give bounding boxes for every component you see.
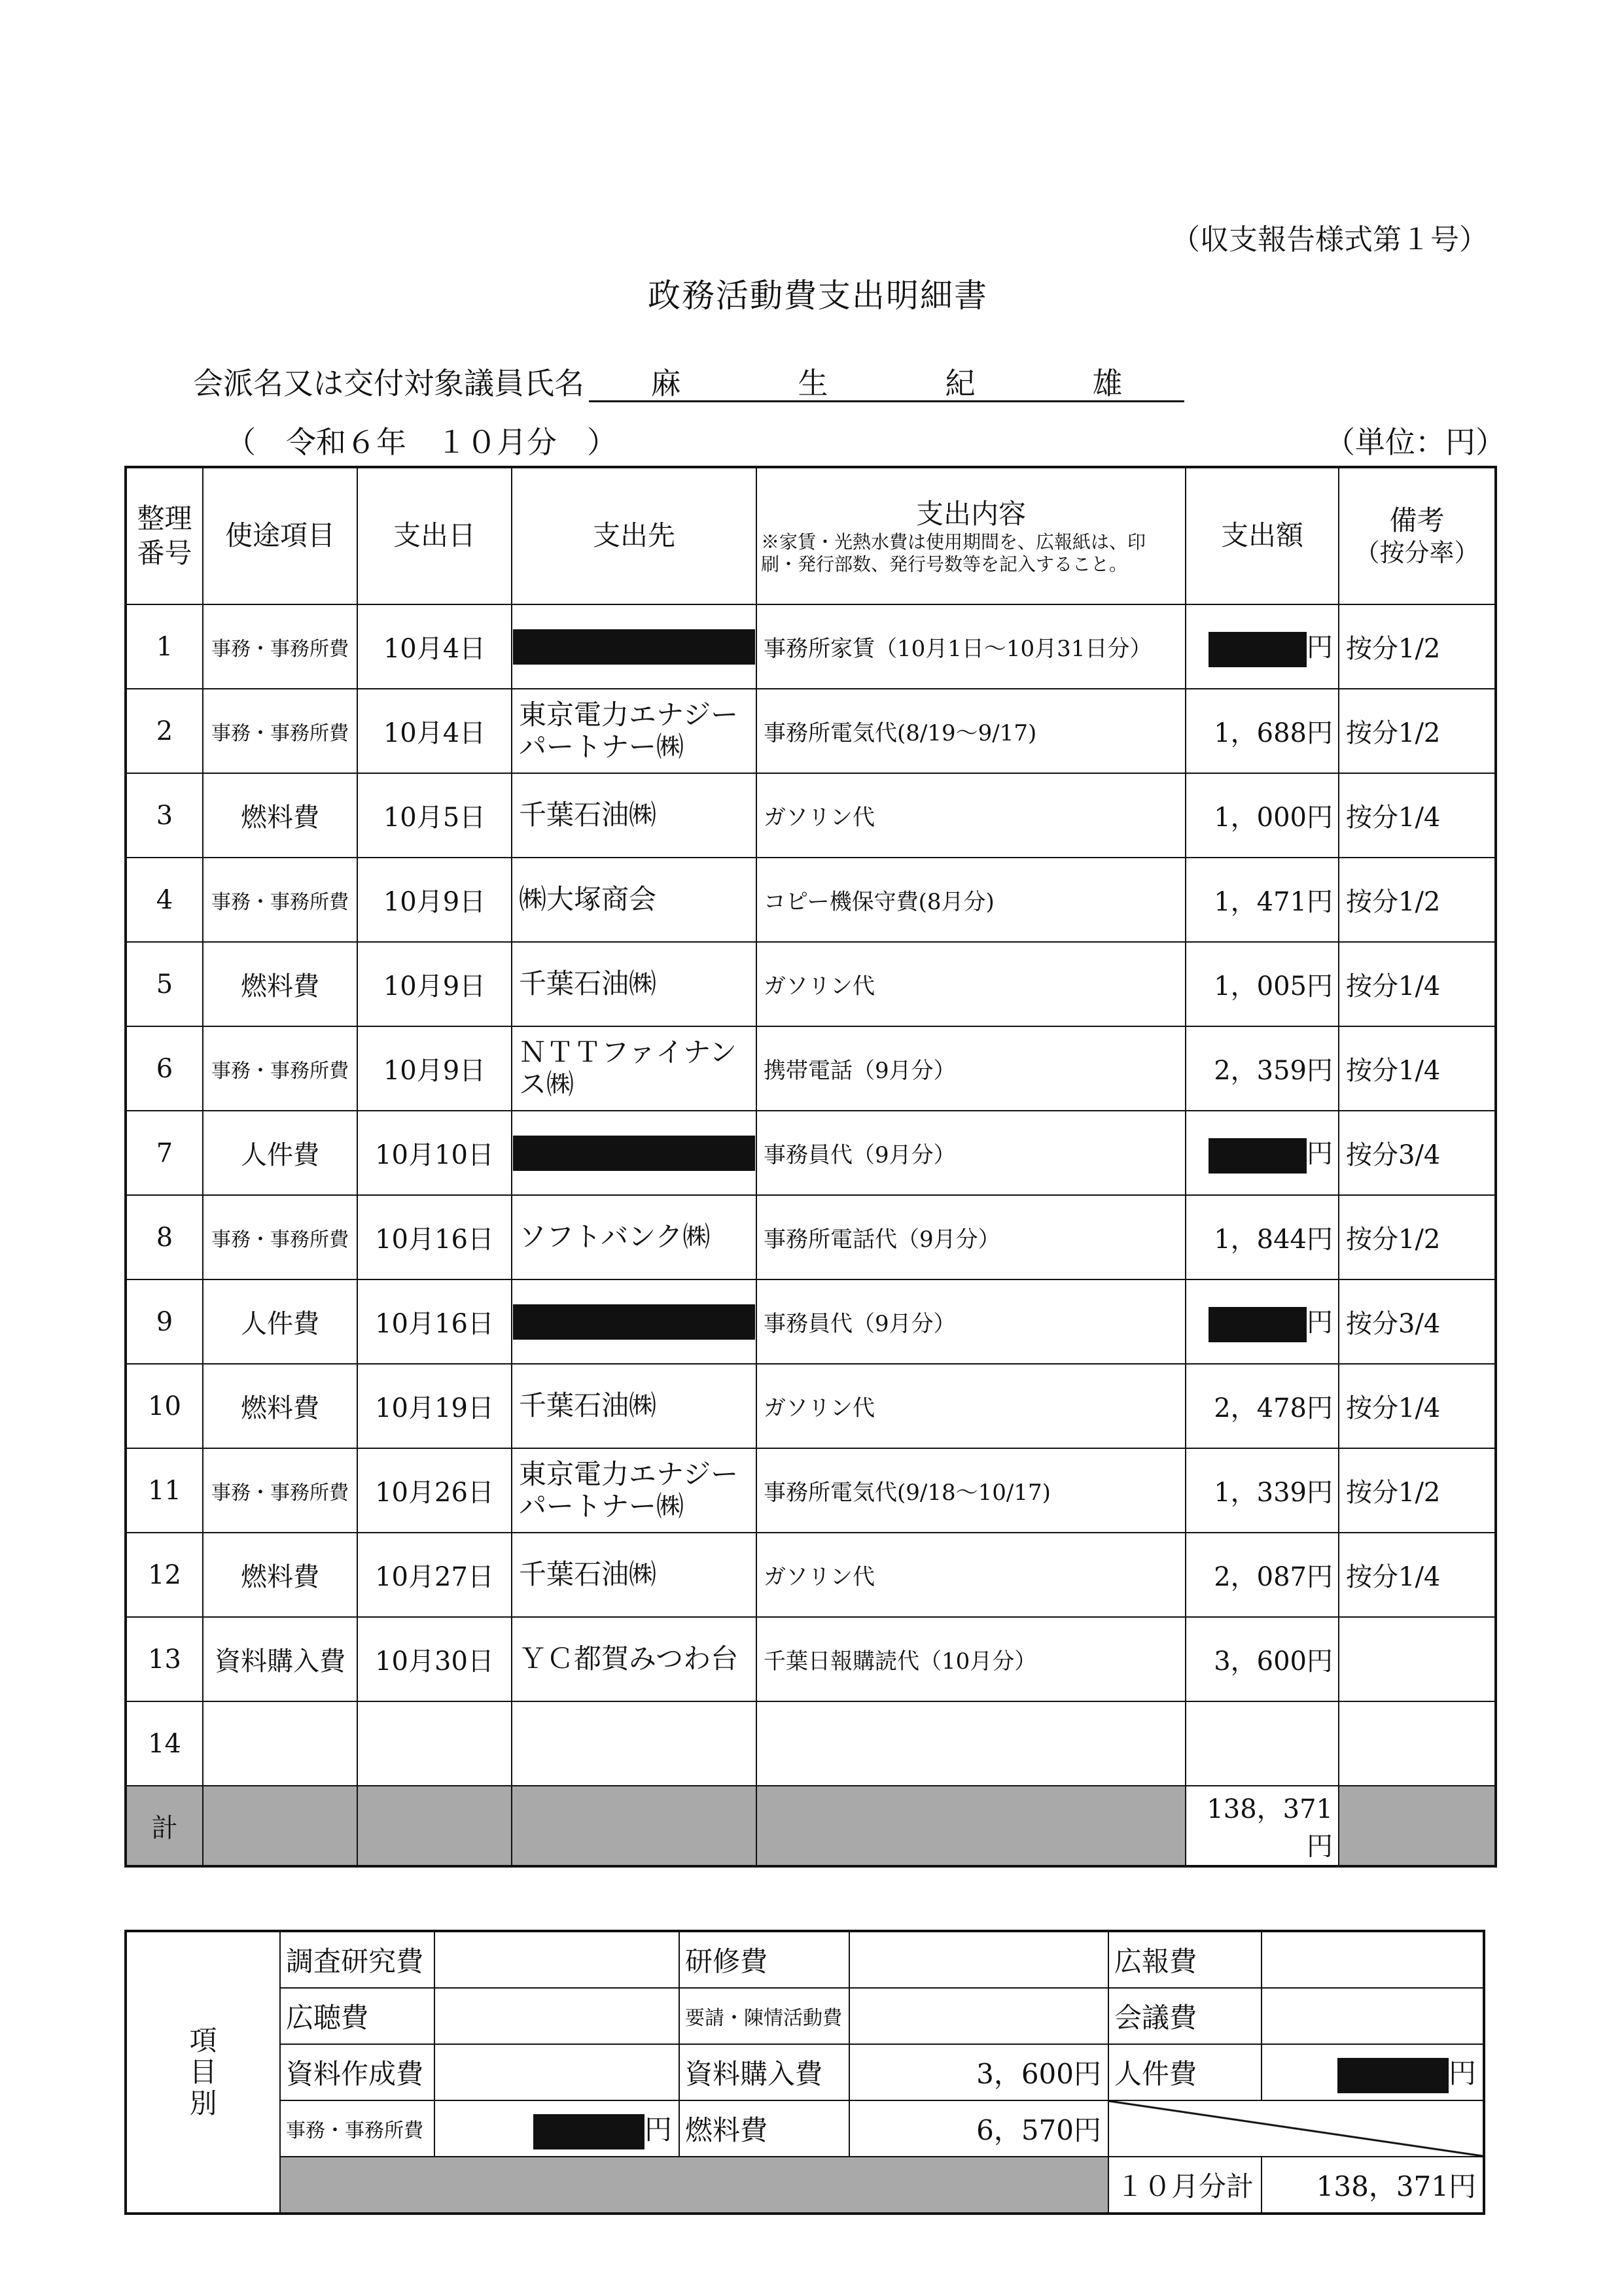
total-label: 計 [126,1786,203,1866]
side-char: 別 [189,2087,217,2120]
header-content-note: ※家賃・光熱水費は使用期間を、広報紙は、印刷・発行部数、発行号数等を記入すること。 [761,531,1146,575]
row-date: 10月9日 [357,858,512,942]
row-remarks: 按分1/4 [1339,1026,1496,1111]
header-payee: 支出先 [512,467,756,604]
summary-value-jinken [1262,2044,1484,2100]
category-summary-table [124,1930,1485,2215]
redaction-box [533,2114,644,2149]
redaction-box [1337,2058,1449,2093]
table-row [126,1195,1496,1279]
row-remarks: 按分3/4 [1339,1279,1496,1364]
summary-value-chousa [434,1931,679,1988]
table-row [126,1701,1496,1786]
total-empty-cell [512,1786,756,1866]
row-category: 燃料費 [203,773,357,858]
table-row [126,942,1496,1026]
table-row [126,858,1496,942]
row-no: 3 [126,773,203,858]
member-name-char: 生 [798,366,828,401]
yen-suffix: 円 [1307,1307,1333,1338]
row-amount [1186,604,1339,689]
yen-suffix: 円 [644,2113,672,2146]
header-content-label: 支出内容 [915,497,1026,530]
row-category: 資料購入費 [203,1617,357,1701]
row-content: 事務員代（9月分） [756,1279,1186,1364]
row-date: 10月5日 [357,773,512,858]
row-payee: ㈱大塚商会 [512,858,756,942]
row-payee: ＮＴＴファイナンス㈱ [512,1026,756,1111]
row-date: 10月9日 [357,1026,512,1111]
row-content: ガソリン代 [756,773,1186,858]
form-number: （収支報告様式第１号） [1171,223,1488,256]
yen-suffix: 円 [1307,1138,1333,1169]
row-remarks: 按分1/2 [1339,858,1496,942]
row-date: 10月9日 [357,942,512,1026]
row-date: 10月16日 [357,1195,512,1279]
redaction-box [513,1304,755,1340]
row-date: 10月16日 [357,1279,512,1364]
row-amount: 1，844円 [1186,1195,1339,1279]
row-category: 事務・事務所費 [203,689,357,773]
row-amount: 2，478円 [1186,1364,1339,1448]
row-content: 事務所電気代(9/18～10/17) [756,1448,1186,1533]
redaction-box [1209,632,1307,667]
total-empty-cell [756,1786,1186,1866]
row-payee: ＹＣ都賀みつわ台 [512,1617,756,1701]
row-category: 事務・事務所費 [203,1448,357,1533]
row-payee [512,1111,756,1195]
summary-month-total: 138，371円 [1262,2157,1484,2214]
header-remarks-label: 備考 [1389,504,1445,536]
row-date [357,1701,512,1786]
row-remarks: 按分1/2 [1339,689,1496,773]
row-payee [512,1279,756,1364]
summary-label-jimu: 事務・事務所費 [280,2100,434,2157]
row-payee: 千葉石油㈱ [512,1364,756,1448]
row-category: 人件費 [203,1279,357,1364]
row-category [203,1701,357,1786]
row-amount: 2，359円 [1186,1026,1339,1111]
row-category: 事務・事務所費 [203,1195,357,1279]
row-content: 携帯電話（9月分） [756,1026,1186,1111]
table-row [126,1026,1496,1111]
summary-label-yousei: 要請・陳情活動費 [679,1988,849,2044]
row-content: ガソリン代 [756,1533,1186,1617]
document-title: 政務活動費支出明細書 [648,277,988,315]
table-row [126,773,1496,858]
total-empty-cell [1339,1786,1496,1866]
table-body [126,604,1496,1786]
row-amount [1186,1701,1339,1786]
table-row [126,1533,1496,1617]
row-category: 事務・事務所費 [203,1026,357,1111]
row-content: コピー機保守費(8月分) [756,858,1186,942]
row-no: 1 [126,604,203,689]
redaction-box [513,629,755,665]
row-date: 10月26日 [357,1448,512,1533]
summary-value-shiryou-kounyu: 3，600円 [849,2044,1108,2100]
row-content: ガソリン代 [756,942,1186,1026]
row-no: 9 [126,1279,203,1364]
table-row [126,604,1496,689]
row-no: 10 [126,1364,203,1448]
row-remarks [1339,1701,1496,1786]
table-row [126,1364,1496,1448]
table-row [126,1617,1496,1701]
row-payee: 千葉石油㈱ [512,1533,756,1617]
row-payee [512,1701,756,1786]
row-remarks: 按分1/2 [1339,604,1496,689]
row-remarks: 按分1/4 [1339,773,1496,858]
row-amount: 1，339円 [1186,1448,1339,1533]
table-header-row [126,467,1496,604]
row-no: 8 [126,1195,203,1279]
table-row [126,1448,1496,1533]
row-payee: 千葉石油㈱ [512,773,756,858]
row-remarks: 按分1/4 [1339,1533,1496,1617]
row-payee: 東京電力エナジーパートナー㈱ [512,1448,756,1533]
row-content: 事務所家賃（10月1日～10月31日分） [756,604,1186,689]
row-no: 11 [126,1448,203,1533]
row-date: 10月4日 [357,604,512,689]
summary-value-kaigi [1262,1988,1484,2044]
row-content: ガソリン代 [756,1364,1186,1448]
summary-label-shiryou-kounyu: 資料購入費 [679,2044,849,2100]
yen-suffix: 円 [1307,632,1333,663]
row-category: 燃料費 [203,942,357,1026]
row-amount: 1，471円 [1186,858,1339,942]
summary-side-label [126,1931,280,2214]
row-category: 事務・事務所費 [203,604,357,689]
row-no: 7 [126,1111,203,1195]
summary-value-jimu [434,2100,679,2157]
row-amount: 1，005円 [1186,942,1339,1026]
row-date: 10月4日 [357,689,512,773]
row-date: 10月30日 [357,1617,512,1701]
member-name [592,360,1181,403]
summary-label-kaigi: 会議費 [1108,1988,1262,2044]
header-content [756,467,1186,604]
summary-label-chousa: 調査研究費 [280,1931,434,1988]
summary-gray-band [280,2157,1108,2214]
row-no: 12 [126,1533,203,1617]
redaction-box [1209,1138,1307,1174]
row-content: 事務員代（9月分） [756,1111,1186,1195]
header-remarks-sub: （按分率） [1354,538,1479,567]
row-payee: ソフトバンク㈱ [512,1195,756,1279]
row-amount: 1，000円 [1186,773,1339,858]
member-name-char: 雄 [1092,366,1123,401]
row-remarks: 按分1/2 [1339,1448,1496,1533]
row-date: 10月19日 [357,1364,512,1448]
member-label: 会派名又は交付対象議員氏名 [193,366,584,401]
header-date: 支出日 [357,467,512,604]
table-row [126,689,1496,773]
row-no: 6 [126,1026,203,1111]
summary-label-nenryou: 燃料費 [679,2100,849,2157]
row-no: 2 [126,689,203,773]
row-no: 13 [126,1617,203,1701]
row-category: 燃料費 [203,1364,357,1448]
summary-label-shiryou-sakusei: 資料作成費 [280,2044,434,2100]
row-category: 燃料費 [203,1533,357,1617]
header-amount: 支出額 [1186,467,1339,604]
table-row [126,1279,1496,1364]
summary-label-kouchou: 広聴費 [280,1988,434,2044]
row-content: 千葉日報購読代（10月分） [756,1617,1186,1701]
row-payee: 東京電力エナジーパートナー㈱ [512,689,756,773]
summary-value-shiryou-sakusei [434,2044,679,2100]
total-empty-cell [357,1786,512,1866]
redaction-box [513,1136,755,1171]
row-content: 事務所電話代（9月分） [756,1195,1186,1279]
row-no: 14 [126,1701,203,1786]
header-no: 整理 番号 [126,467,203,604]
reporting-period: （ 令和６年 １０月分 ） [226,425,617,460]
summary-value-nenryou: 6，570円 [849,2100,1108,2157]
summary-diagonal-cell [1108,2100,1484,2157]
row-date: 10月27日 [357,1533,512,1617]
table-row [126,1111,1496,1195]
row-payee [512,604,756,689]
row-amount [1186,1279,1339,1364]
row-date: 10月10日 [357,1111,512,1195]
summary-value-kenshu [849,1931,1108,1988]
row-amount [1186,1111,1339,1195]
redaction-box [1209,1307,1307,1342]
summary-value-kouchou [434,1988,679,2044]
yen-suffix: 円 [1448,2057,1476,2089]
summary-label-kenshu: 研修費 [679,1931,849,1988]
side-char: 項 [189,2024,217,2057]
row-content: 事務所電気代(8/19～9/17) [756,689,1186,773]
summary-value-yousei [849,1988,1108,2044]
row-amount: 3，600円 [1186,1617,1339,1701]
row-remarks: 按分1/2 [1339,1195,1496,1279]
row-remarks: 按分1/4 [1339,942,1496,1026]
header-category: 使途項目 [203,467,357,604]
row-category: 人件費 [203,1111,357,1195]
expenditure-table [124,466,1497,1868]
unit-label: （単位：円） [1325,425,1506,460]
row-remarks [1339,1617,1496,1701]
member-name-char: 麻 [650,366,681,401]
summary-label-kouhou: 広報費 [1108,1931,1262,1988]
total-empty-cell [203,1786,357,1866]
row-content [756,1701,1186,1786]
summary-label-jinken: 人件費 [1108,2044,1262,2100]
row-no: 5 [126,942,203,1026]
row-amount: 1，688円 [1186,689,1339,773]
total-amount: 138，371円 [1186,1786,1339,1866]
total-row [126,1786,1496,1866]
summary-value-kouhou [1262,1931,1484,1988]
row-payee: 千葉石油㈱ [512,942,756,1026]
side-char: 目 [189,2055,217,2088]
row-remarks: 按分3/4 [1339,1111,1496,1195]
row-category: 事務・事務所費 [203,858,357,942]
summary-month-total-label: １０月分計 [1108,2157,1262,2214]
member-name-char: 紀 [945,366,976,401]
header-remarks [1339,467,1496,604]
row-remarks: 按分1/4 [1339,1364,1496,1448]
member-name-underline [589,400,1184,402]
row-amount: 2，087円 [1186,1533,1339,1617]
row-no: 4 [126,858,203,942]
